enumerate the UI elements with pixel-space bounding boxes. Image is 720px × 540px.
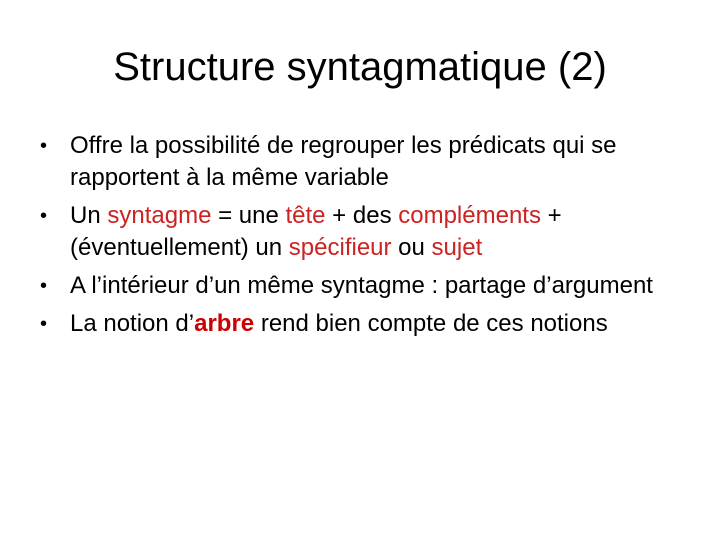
highlight-sujet: sujet xyxy=(431,234,483,261)
highlight-tete: tête xyxy=(285,202,326,229)
bullet-icon: • xyxy=(40,205,48,227)
highlight-specifieur: spécifieur xyxy=(288,234,392,261)
bullet-icon: • xyxy=(40,313,48,335)
bullet-text: Offre la possibilité de regrouper les prédicats qui se rapportent à la même variable xyxy=(70,132,617,191)
bullet-icon: • xyxy=(40,275,48,297)
bullet-text: + des xyxy=(325,202,399,229)
bullet-text: rend bien compte de ces notions xyxy=(254,310,608,337)
bullet-text: A l’intérieur d’un même syntagme : partage d’argument xyxy=(70,272,653,299)
bullet-icon: • xyxy=(40,135,48,157)
bullet-list xyxy=(36,130,686,346)
bullet-text: La notion d’ xyxy=(70,310,195,337)
highlight-complements: compléments xyxy=(398,202,541,229)
highlight-syntagme: syntagme xyxy=(107,202,212,229)
bullet-text: = une xyxy=(211,202,286,229)
bullet-text: ou xyxy=(391,234,432,261)
highlight-arbre: arbre xyxy=(194,310,255,337)
bullet-item xyxy=(36,270,686,302)
slide-title: Structure syntagmatique (2) xyxy=(113,45,607,89)
bullet-text: Un xyxy=(70,202,108,229)
bullet-item xyxy=(36,308,686,340)
bullet-item xyxy=(36,200,686,264)
bullet-item xyxy=(36,130,686,194)
bullet-text: + (éventuellement) un xyxy=(70,202,562,261)
